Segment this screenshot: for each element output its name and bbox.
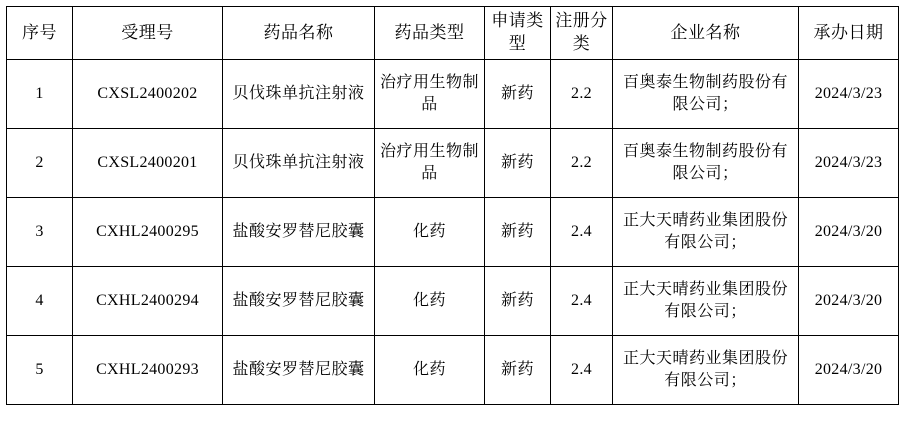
table-body <box>7 60 899 405</box>
cell-reg: 2.4 <box>551 267 613 336</box>
cell-type: 治疗用生物制品 <box>375 60 485 129</box>
cell-accept: CXSL2400201 <box>73 129 223 198</box>
cell-company: 百奥泰生物制药股份有限公司； <box>613 60 799 129</box>
cell-date: 2024/3/23 <box>799 60 899 129</box>
cell-type: 治疗用生物制品 <box>375 129 485 198</box>
cell-name: 盐酸安罗替尼胶囊 <box>223 336 375 405</box>
cell-accept: CXSL2400202 <box>73 60 223 129</box>
table-header <box>7 7 899 60</box>
cell-accept: CXHL2400295 <box>73 198 223 267</box>
cell-type: 化药 <box>375 336 485 405</box>
cell-type: 化药 <box>375 198 485 267</box>
cell-reg: 2.4 <box>551 198 613 267</box>
cell-seq: 2 <box>7 129 73 198</box>
column-header-reg: 注册分类 <box>551 7 613 60</box>
cell-date: 2024/3/23 <box>799 129 899 198</box>
table-row <box>7 267 899 336</box>
cell-apply: 新药 <box>485 198 551 267</box>
cell-date: 2024/3/20 <box>799 336 899 405</box>
cell-seq: 1 <box>7 60 73 129</box>
cell-company: 正大天晴药业集团股份有限公司； <box>613 336 799 405</box>
cell-apply: 新药 <box>485 60 551 129</box>
table-row <box>7 198 899 267</box>
cell-company: 正大天晴药业集团股份有限公司； <box>613 198 799 267</box>
table-row <box>7 60 899 129</box>
cell-name: 盐酸安罗替尼胶囊 <box>223 267 375 336</box>
cell-company: 正大天晴药业集团股份有限公司； <box>613 267 799 336</box>
cell-type: 化药 <box>375 267 485 336</box>
cell-apply: 新药 <box>485 129 551 198</box>
cell-reg: 2.4 <box>551 336 613 405</box>
cell-date: 2024/3/20 <box>799 267 899 336</box>
cell-seq: 5 <box>7 336 73 405</box>
column-header-type: 药品类型 <box>375 7 485 60</box>
cell-company: 百奥泰生物制药股份有限公司； <box>613 129 799 198</box>
cell-reg: 2.2 <box>551 60 613 129</box>
drug-registration-table <box>6 6 899 405</box>
cell-name: 贝伐珠单抗注射液 <box>223 129 375 198</box>
column-header-name: 药品名称 <box>223 7 375 60</box>
cell-apply: 新药 <box>485 336 551 405</box>
cell-apply: 新药 <box>485 267 551 336</box>
cell-name: 贝伐珠单抗注射液 <box>223 60 375 129</box>
cell-accept: CXHL2400293 <box>73 336 223 405</box>
cell-seq: 3 <box>7 198 73 267</box>
table-row <box>7 129 899 198</box>
cell-accept: CXHL2400294 <box>73 267 223 336</box>
cell-reg: 2.2 <box>551 129 613 198</box>
column-header-apply: 申请类型 <box>485 7 551 60</box>
cell-date: 2024/3/20 <box>799 198 899 267</box>
column-header-seq: 序号 <box>7 7 73 60</box>
column-header-company: 企业名称 <box>613 7 799 60</box>
cell-name: 盐酸安罗替尼胶囊 <box>223 198 375 267</box>
column-header-date: 承办日期 <box>799 7 899 60</box>
table-row <box>7 336 899 405</box>
column-header-accept: 受理号 <box>73 7 223 60</box>
table-header-row <box>7 7 899 60</box>
cell-seq: 4 <box>7 267 73 336</box>
